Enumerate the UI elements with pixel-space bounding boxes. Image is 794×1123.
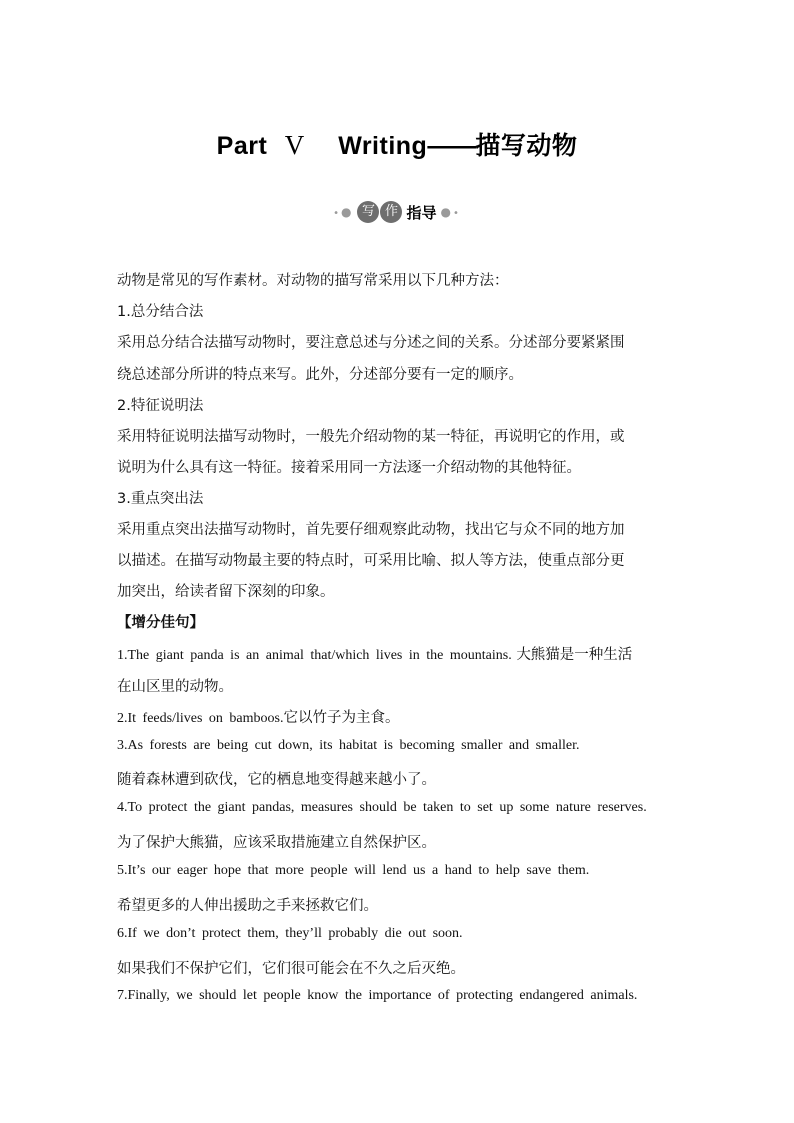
method-3-line-1: 采用重点突出法描写动物时，首先要仔细观察此动物，找出它与众不同的地方加: [117, 522, 625, 538]
method-1-heading: 1.总分结合法: [117, 304, 204, 320]
sentence-2-english: 2.It feeds/lives on bamboos.: [117, 711, 284, 726]
guide-label: 指导: [406, 203, 437, 222]
section-heading: 【增分佳句】: [117, 615, 204, 631]
method-2-line-2: 说明为什么具有这一特征。接着采用同一方法逐一介绍动物的其他特征。: [117, 460, 581, 476]
method-2-heading: 2.特征说明法: [117, 398, 204, 414]
right-dots-decoration: ●•: [440, 205, 461, 219]
sentence-3-english: 3.As forests are being cut down, its habitat is becoming smaller and smaller.: [117, 738, 580, 753]
sentence-7-english: 7.Finally, we should let people know the importance of protecting endangered animals.: [117, 988, 638, 1003]
title-roman-numeral: V: [284, 130, 305, 160]
guide-circle-1: 写: [357, 201, 379, 223]
sentence-4-chinese: 为了保护大熊猫，应该采取措施建立自然保护区。: [117, 835, 436, 851]
guide-circle-2: 作: [380, 201, 402, 223]
sentence-5-english: 5.It’s our eager hope that more people will lend us a hand to help save them.: [117, 863, 590, 878]
sentence-2: [117, 706, 399, 727]
sentence-1-chinese-cont: 在山区里的动物。: [117, 679, 233, 695]
method-2-line-1: 采用特征说明法描写动物时，一般先介绍动物的某一特征，再说明它的作用，或: [117, 429, 625, 445]
sentence-1: [117, 643, 632, 664]
sentence-6-english: 6.If we don’t protect them, they’ll probably die out soon.: [117, 926, 463, 941]
left-dots-decoration: •●: [333, 205, 354, 219]
sentence-3-chinese: 随着森林遭到砍伐，它的栖息地变得越来越小了。: [117, 772, 436, 788]
sentence-6-chinese: 如果我们不保护它们，它们很可能会在不久之后灭绝。: [117, 961, 465, 977]
intro-text: 动物是常见的写作素材。对动物的描写常采用以下几种方法：: [117, 273, 509, 289]
sentence-4-english: 4.To protect the giant pandas, measures should be taken to set up some nature reserves.: [117, 800, 647, 815]
method-3-line-2: 以描述。在描写动物最主要的特点时，可采用比喻、拟人等方法，使重点部分更: [117, 553, 625, 569]
sentence-5-chinese: 希望更多的人伸出援助之手来拯救它们。: [117, 898, 378, 914]
title-writing: Writing: [338, 132, 428, 160]
page-title: [0, 126, 794, 162]
writing-guide-badge: [0, 200, 794, 224]
sentence-2-chinese: 它以竹子为主食。: [283, 710, 400, 726]
method-3-heading: 3.重点突出法: [117, 491, 204, 507]
sentence-1-chinese: 大熊猫是一种生活: [516, 647, 633, 663]
method-1-line-1: 采用总分结合法描写动物时，要注意总述与分述之间的关系。分述部分要紧紧围: [117, 335, 625, 351]
method-3-line-3: 加突出，给读者留下深刻的印象。: [117, 584, 335, 600]
title-dash: ——: [427, 132, 476, 160]
title-part: Part: [216, 132, 268, 160]
method-1-line-2: 绕总述部分所讲的特点来写。此外，分述部分要有一定的顺序。: [117, 367, 523, 383]
title-topic: 描写动物: [475, 132, 578, 160]
sentence-1-english: 1.The giant panda is an animal that/which lives in the mountains.: [117, 648, 512, 663]
